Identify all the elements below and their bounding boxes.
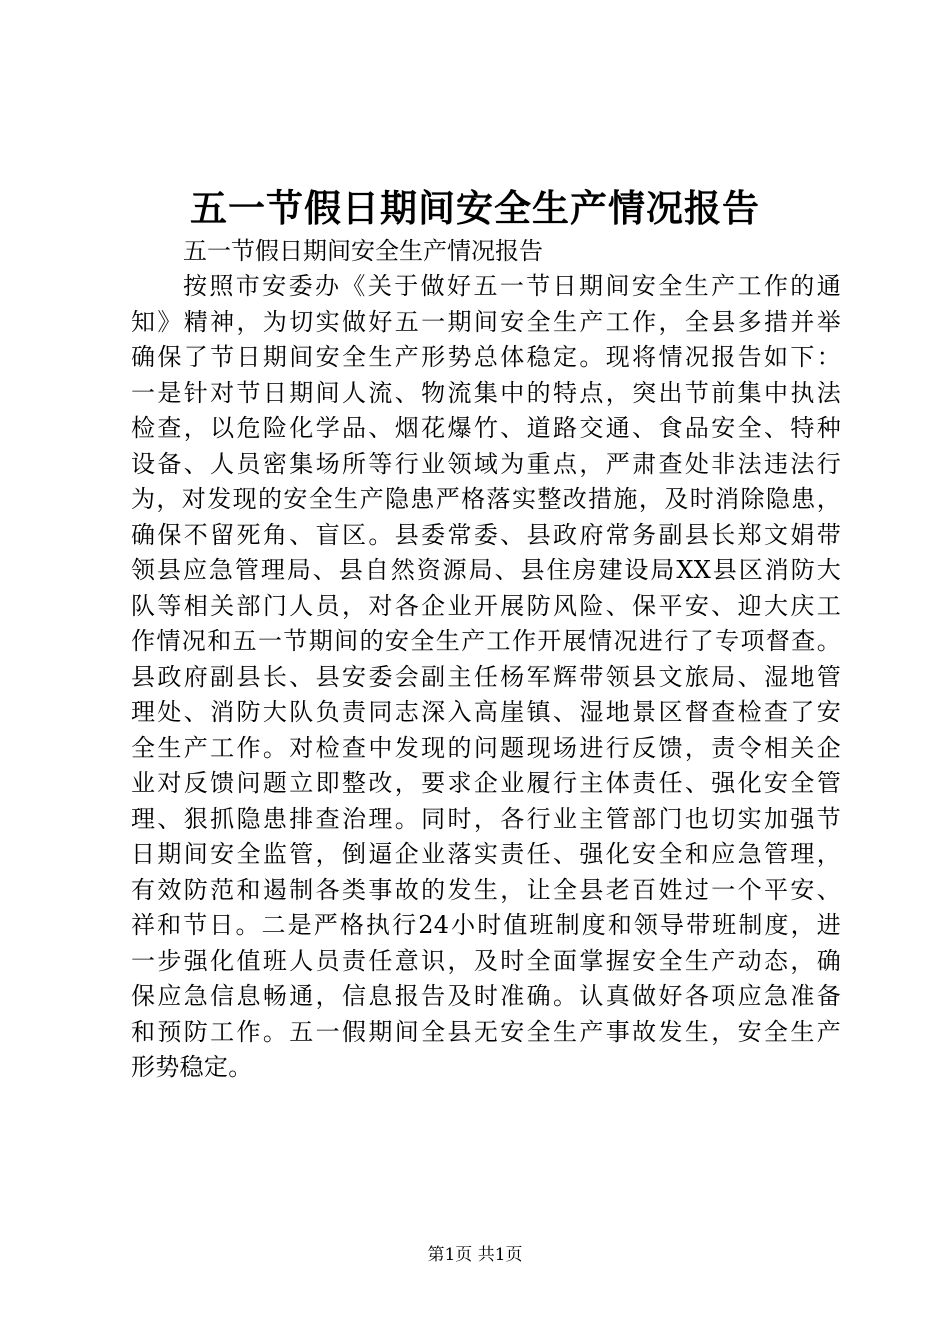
- body-line: 知》精神，为切实做好五一期间安全生产工作，全县多措并举: [131, 307, 841, 336]
- body-line: 有效防范和遏制各类事故的发生，让全县老百姓过一个平安、: [131, 875, 841, 904]
- body-line: 检查，以危险化学品、烟花爆竹、道路交通、食品安全、特种: [131, 414, 841, 442]
- body-line: 祥和节日。二是严格执行24小时值班制度和领导带班制度，进: [131, 911, 841, 939]
- body-line: 领县应急管理局、县自然资源局、县住房建设局XX县区消防大: [131, 556, 841, 584]
- body-line: 和预防工作。五一假期间全县无安全生产事故发生，安全生产: [131, 1017, 841, 1046]
- body-line: 一是针对节日期间人流、物流集中的特点，突出节前集中执法: [131, 378, 841, 407]
- body-line: 理处、消防大队负责同志深入高崖镇、湿地景区督查检查了安: [131, 698, 841, 726]
- document-subtitle: 五一节假日期间安全生产情况报告: [183, 237, 543, 265]
- document-body: [131, 269, 841, 1086]
- body-line: 为，对发现的安全生产隐患严格落实整改措施，及时消除隐患，: [131, 485, 841, 513]
- page-footer: 第1页 共1页: [427, 1245, 523, 1265]
- body-line: 设备、人员密集场所等行业领域为重点，严肃查处非法违法行: [131, 449, 841, 478]
- body-line: 作情况和五一节期间的安全生产工作开展情况进行了专项督查。: [131, 627, 841, 655]
- body-line: 形势稳定。: [131, 1053, 253, 1081]
- body-line: 确保不留死角、盲区。县委常委、县政府常务副县长郑文娟带: [131, 520, 841, 549]
- body-line: 一步强化值班人员责任意识，及时全面掌握安全生产动态，确: [131, 946, 841, 975]
- body-line: 县政府副县长、县安委会副主任杨军辉带领县文旅局、湿地管: [131, 662, 841, 691]
- body-line: 业对反馈问题立即整改，要求企业履行主体责任、强化安全管: [131, 769, 841, 797]
- body-line: 全生产工作。对检查中发现的问题现场进行反馈，责令相关企: [131, 733, 841, 762]
- body-line: 队等相关部门人员，对各企业开展防风险、保平安、迎大庆工: [131, 591, 841, 620]
- body-line: 保应急信息畅通，信息报告及时准确。认真做好各项应急准备: [131, 982, 841, 1010]
- body-line: 日期间安全监管，倒逼企业落实责任、强化安全和应急管理，: [131, 840, 841, 868]
- document-title: 五一节假日期间安全生产情况报告: [190, 186, 760, 230]
- body-line: 确保了节日期间安全生产形势总体稳定。现将情况报告如下：: [131, 343, 841, 371]
- body-line: 理、狠抓隐患排查治理。同时，各行业主管部门也切实加强节: [131, 804, 841, 833]
- body-line: 按照市安委办《关于做好五一节日期间安全生产工作的通: [183, 272, 841, 300]
